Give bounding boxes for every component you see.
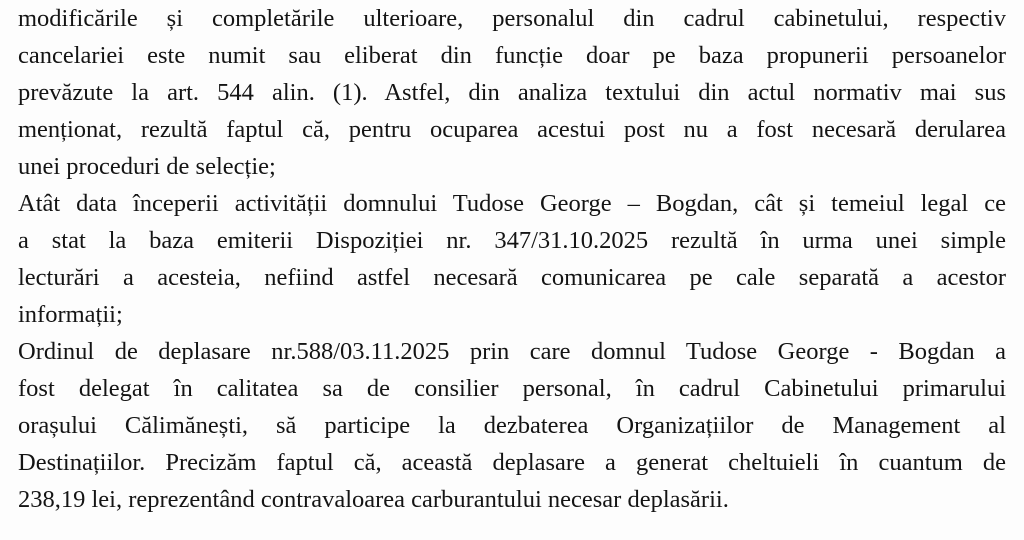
- text-line: 238,19 lei, reprezentând contravaloarea carburantului necesar deplasării.: [18, 486, 729, 513]
- text-line: Ordinul de deplasare nr.588/03.11.2025 prin care domnul Tudose George - Bogdan a: [18, 338, 1006, 365]
- text-line: menționat, rezultă faptul că, pentru ocuparea acestui post nu a fost necesară derularea: [18, 116, 1006, 143]
- text-line: lecturări a acesteia, nefiind astfel necesară comunicarea pe cale separată a acestor: [18, 264, 1006, 291]
- text-line: fost delegat în calitatea sa de consilier personal, în cadrul Cabinetului primarului: [18, 375, 1006, 402]
- text-line: cancelariei este numit sau eliberat din funcție doar pe baza propunerii persoanelor: [18, 42, 1006, 69]
- text-line: informații;: [18, 301, 123, 328]
- text-line: unei proceduri de selecție;: [18, 153, 276, 180]
- document-text: [18, 0, 1006, 518]
- text-line: Atât data începerii activității domnului Tudose George – Bogdan, cât și temeiul legal ce: [18, 190, 1006, 217]
- text-line: orașului Călimănești, să participe la dezbaterea Organizațiilor de Management al: [18, 412, 1006, 439]
- text-line: Destinațiilor. Precizăm faptul că, această deplasare a generat cheltuieli în cuantum de: [18, 449, 1006, 476]
- text-line: a stat la baza emiterii Dispoziției nr. 347/31.10.2025 rezultă în urma unei simple: [18, 227, 1006, 254]
- text-line: modificările și completările ulterioare, personalul din cadrul cabinetului, respectiv: [18, 5, 1006, 32]
- text-line: prevăzute la art. 544 alin. (1). Astfel, din analiza textului din actul normativ mai sus: [18, 79, 1006, 106]
